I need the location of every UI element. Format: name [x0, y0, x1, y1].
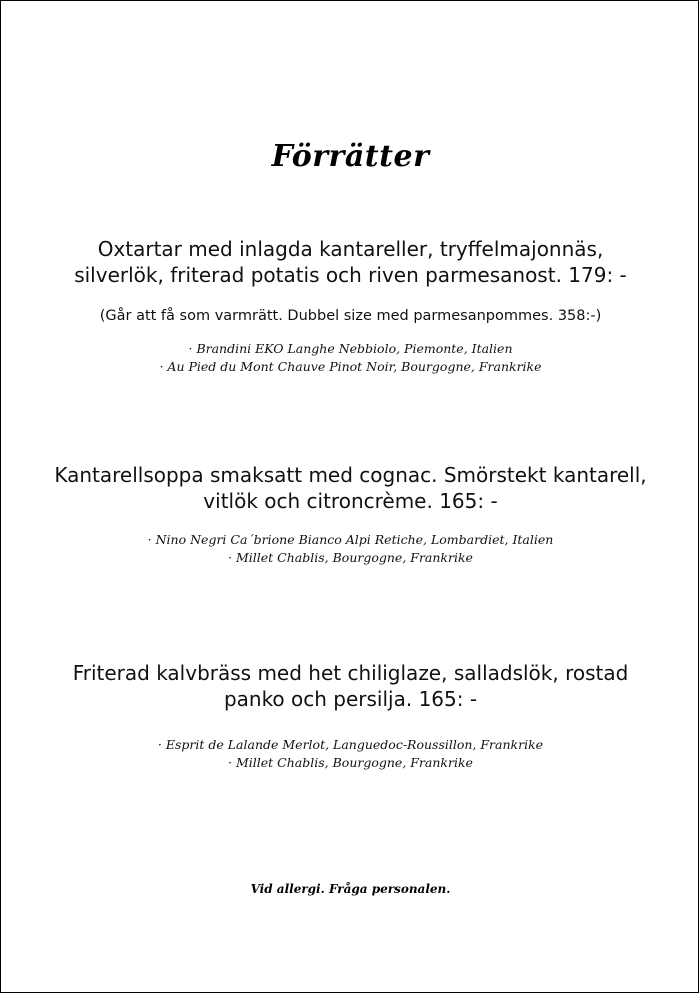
- wine-item: · Au Pied du Mont Chauve Pinot Noir, Bourgogne, Frankrike: [159, 358, 542, 374]
- allergy-notice: Vid allergi. Fråga personalen.: [250, 882, 451, 896]
- dish-oxtartar: [1, 236, 699, 288]
- dish-kalvbrass: [1, 660, 699, 712]
- wine-list: [1, 340, 699, 375]
- dish-note: (Går att få som varmrätt. Dubbel size med parmesanpommes. 358:-): [99, 308, 602, 324]
- wine-item: · Millet Chablis, Bourgogne, Frankrike: [228, 754, 473, 770]
- dish-line: silverlök, friterad potatis och riven parmesanost. 179: -: [74, 263, 627, 287]
- dish-kantarellsoppa: [1, 462, 699, 514]
- dish-line: Oxtartar med inlagda kantareller, tryffelmajonnäs,: [97, 237, 604, 261]
- dish-line: panko och persilja. 165: -: [223, 687, 478, 711]
- wine-list: [1, 736, 699, 771]
- wine-item: · Esprit de Lalande Merlot, Languedoc-Roussillon, Frankrike: [157, 737, 544, 752]
- wine-item: · Millet Chablis, Bourgogne, Frankrike: [228, 549, 473, 565]
- wine-list: [1, 531, 699, 566]
- wine-item: · Brandini EKO Langhe Nebbiolo, Piemonte, Italien: [188, 341, 513, 356]
- dish-line: vitlök och citroncrème. 165: -: [203, 489, 498, 513]
- dish-line: Kantarellsoppa smaksatt med cognac. Smörstekt kantarell,: [54, 463, 647, 487]
- dish-line: Friterad kalvbräss med het chiliglaze, salladslök, rostad: [72, 661, 629, 685]
- page-title: Förrätter: [271, 139, 430, 174]
- wine-item: · Nino Negri Ca´brione Bianco Alpi Retiche, Lombardiet, Italien: [147, 532, 554, 547]
